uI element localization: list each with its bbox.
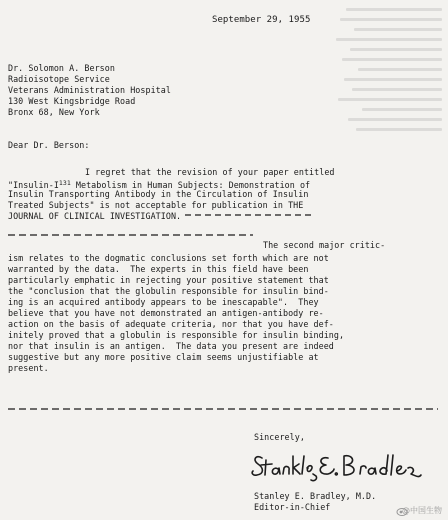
paragraph-1-line: JOURNAL OF CLINICAL INVESTIGATION. bbox=[8, 211, 182, 221]
paragraph-2-line: present. bbox=[8, 363, 49, 373]
isotope-superscript: 131 bbox=[58, 179, 71, 187]
title-text: "Insulin-I bbox=[8, 180, 59, 190]
signer-title: Editor-in-Chief bbox=[254, 502, 331, 512]
recipient-city: Bronx 68, New York bbox=[8, 107, 100, 117]
paragraph-2-line: The second major critic- bbox=[263, 240, 386, 250]
signer-name: Stanley E. Bradley, M.D. bbox=[254, 491, 377, 501]
handwritten-signature bbox=[248, 446, 424, 486]
letter-date: September 29, 1955 bbox=[212, 15, 311, 25]
salutation: Dear Dr. Berson: bbox=[8, 140, 90, 150]
paragraph-2-line: initely proved that a globulin is responsible for insulin binding, bbox=[8, 330, 345, 340]
paragraph-1-line: Treated Subjects" is not acceptable for publication in THE bbox=[8, 200, 304, 210]
paragraph-2-line: believe that you have not demonstrated an antigen-antibody re- bbox=[8, 308, 324, 318]
paragraph-1-line: I regret that the revision of your paper entitled bbox=[85, 167, 335, 177]
paragraph-2-line: suggestive but any more positive claim seems unjustifiable at bbox=[8, 352, 319, 362]
paragraph-2-line: action on the basis of adequate criteria, nor that you have def- bbox=[8, 319, 334, 329]
title-text: Metabolism in Human Subjects: Demonstration of bbox=[70, 180, 311, 190]
recipient-service: Radioisotope Service bbox=[8, 74, 110, 84]
recipient-name: Dr. Solomon A. Berson bbox=[8, 63, 115, 73]
paragraph-2-line: particularly emphatic in rejecting your positive statement that bbox=[8, 275, 329, 285]
paragraph-2-line: ism relates to the dogmatic conclusions set forth which are not bbox=[8, 253, 329, 263]
watermark-text: @中国生物 bbox=[402, 506, 442, 515]
recipient-hospital: Veterans Administration Hospital bbox=[8, 85, 171, 95]
recipient-street: 130 West Kingsbridge Road bbox=[8, 96, 136, 106]
paragraph-2-line: warranted by the data. The experts in this field have been bbox=[8, 264, 309, 274]
paragraph-2-line: nor that insulin is an antigen. The data you present are indeed bbox=[8, 341, 334, 351]
paragraph-2-line: ing is an acquired antibody appears to be inescapable". They bbox=[8, 297, 319, 307]
paragraph-2-line: the "conclusion that the globulin responsible for insulin bind- bbox=[8, 286, 329, 296]
closing: Sincerely, bbox=[254, 432, 305, 442]
paragraph-1-line: Insulin Transporting Antibody in the Circulation of Insulin bbox=[8, 189, 309, 199]
